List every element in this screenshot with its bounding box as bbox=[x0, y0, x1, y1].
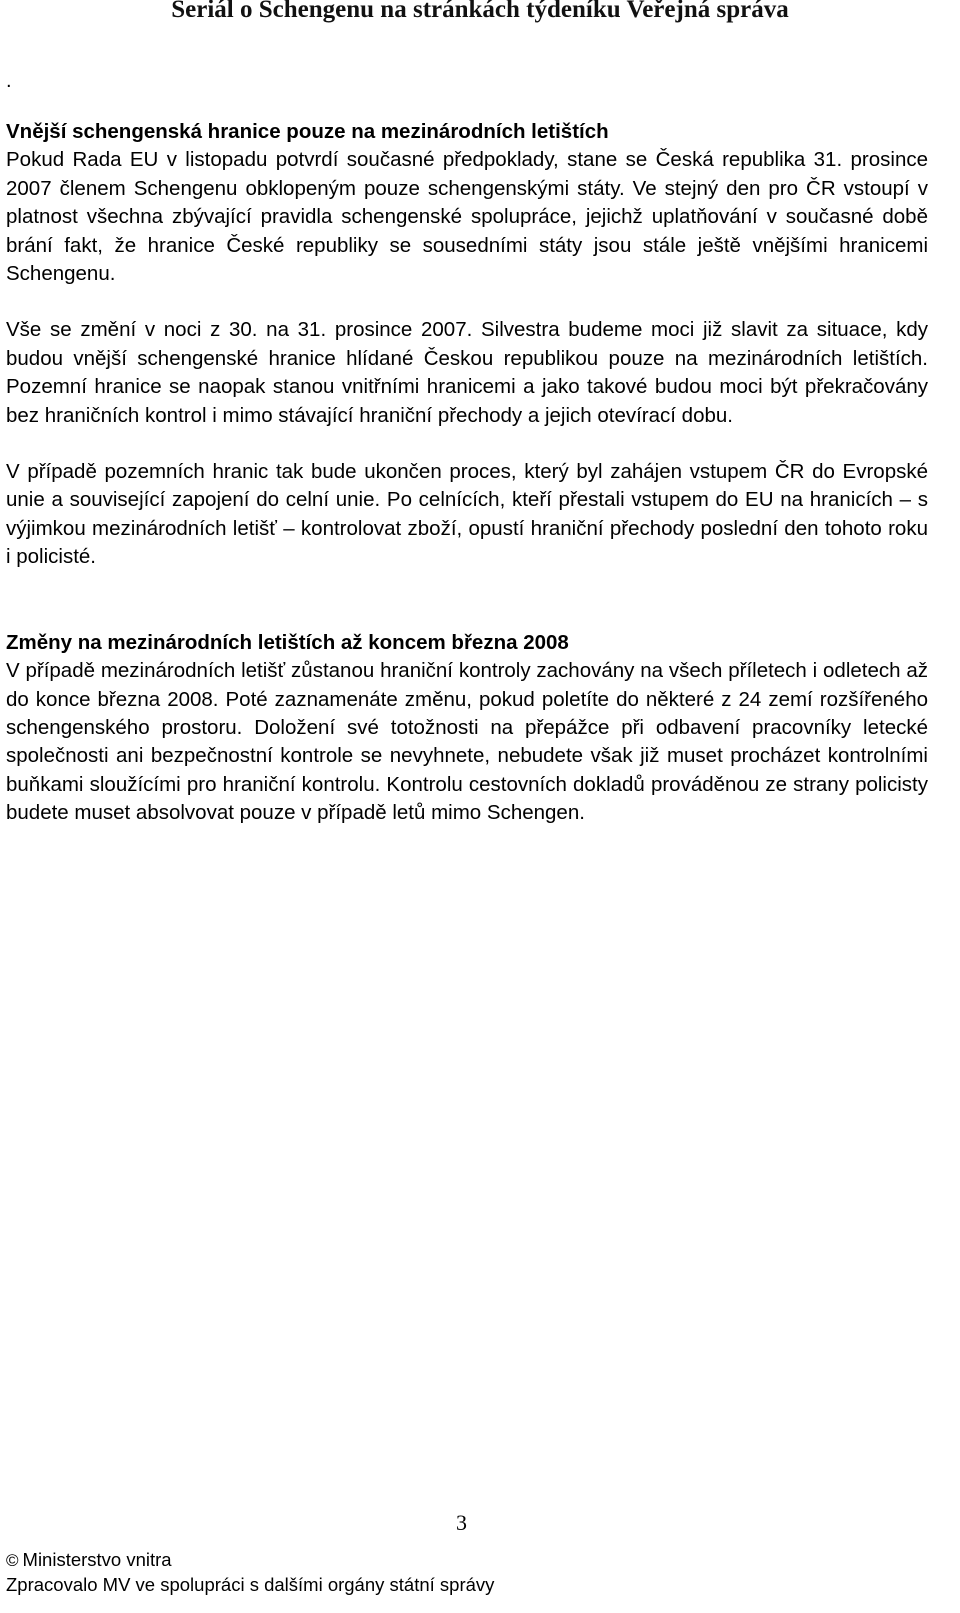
footer-line-1 bbox=[6, 1548, 494, 1573]
article-body bbox=[6, 118, 928, 828]
footer-line-2: Zpracovalo MV ve spolupráci s dalšími orgány státní správy bbox=[6, 1574, 495, 1595]
section-1-paragraph-3: V případě pozemních hranic tak bude ukončen proces, který byl zahájen vstupem ČR do Evropské unie a související zapojení do celní unie. Po celnících, kteří přestali vstupem do EU na hranicích – s výjimkou mezinárodních letišť – kontrolovat zboží, opustí hraniční přechody poslední den tohoto roku i policisté. bbox=[6, 460, 928, 569]
section-1-heading: Vnější schengenská hranice pouze na mezinárodních letištích bbox=[6, 120, 609, 143]
page-footer bbox=[6, 1548, 494, 1597]
page-header-title: Seriál o Schengenu na stránkách týdeníku Veřejná správa bbox=[171, 0, 789, 23]
section-2-paragraph-1 bbox=[6, 629, 928, 828]
section-2-paragraph-1-text: V případě mezinárodních letišť zůstanou hraniční kontroly zachovány na všech příletech i odletech až do konce března 2008. Poté zaznamenáte změnu, pokud poletíte do některé z 24 zemí rozšířeného schengenského prostoru. Doložení své totožnosti na přepážce při odbavení pracovníky letecké společnosti ani bezpečnostní kontrole se nevyhnete, nebudete však již muset procházet kontrolními buňkami sloužícími pro hraniční kontrolu. Kontrolu cestovních dokladů prováděnou ze strany policisty budete muset absolvovat pouze v případě letů mimo Schengen. bbox=[6, 659, 928, 825]
page-number: 3 bbox=[456, 1510, 467, 1535]
section-1-paragraph-1 bbox=[6, 118, 928, 288]
copyright-icon: © bbox=[6, 1551, 19, 1570]
intro-dot: . bbox=[6, 70, 12, 92]
footer-organization: Ministerstvo vnitra bbox=[22, 1549, 172, 1570]
section-2-heading: Změny na mezinárodních letištích až koncem března 2008 bbox=[6, 630, 569, 654]
section-1-paragraph-2: Vše se změní v noci z 30. na 31. prosince 2007. Silvestra budeme moci již slavit za situace, kdy budou vnější schengenské hranice hlídané Českou republikou pouze na mezinárodních letištích. Pozemní hranice se naopak stanou vnitřními hranicemi a jako takové budou moci být překračovány bez hraničních kontrol i mimo stávající hraniční přechody a jejich otevírací dobu. bbox=[6, 318, 928, 427]
section-1-paragraph-1-text: Pokud Rada EU v listopadu potvrdí současné předpoklady, stane se Česká republika 31. prosince 2007 členem Schengenu obklopeným pouze schengenskými státy. Ve stejný den pro ČR vstoupí v platnost všechna zbývající pravidla schengenské spolupráce, jejichž uplatňování v současné době brání fakt, že hranice České republiky se sousedními státy jsou stále ještě vnějšími hranicemi Schengenu. bbox=[6, 148, 928, 286]
